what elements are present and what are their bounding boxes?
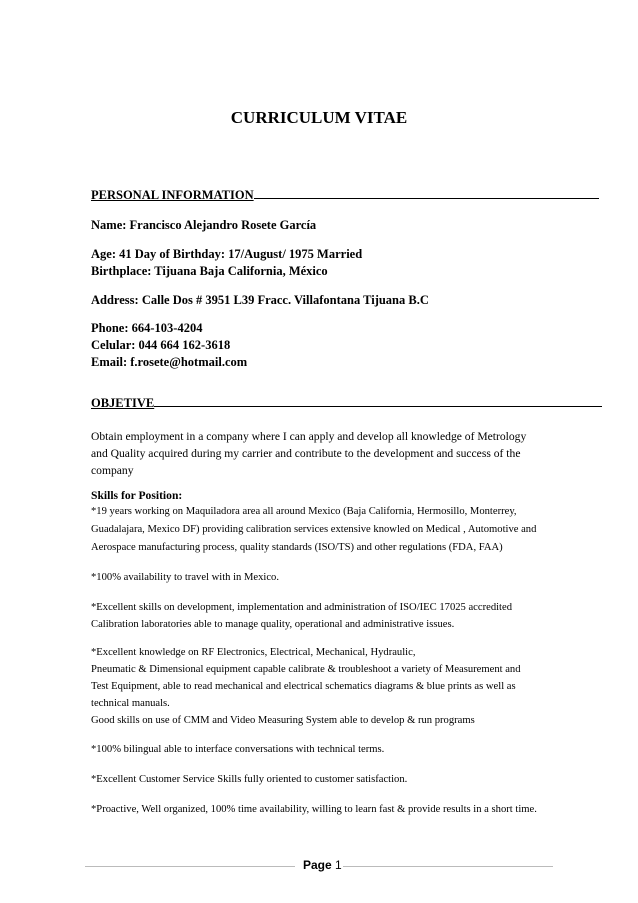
skill-line: *19 years working on Maquiladora area all around Mexico (Baja California, Hermosillo, Monterrey, xyxy=(91,506,517,517)
skill-line: *Excellent skills on development, implementation and administration of ISO/IEC 17025 accredited xyxy=(91,602,513,613)
skill-line: *100% availability to travel with in Mexico. xyxy=(91,572,279,583)
skill-line: Aerospace manufacturing process, quality standards (ISO/TS) and other regulations (FDA, FAA) xyxy=(91,542,503,553)
skill-line: Guadalajara, Mexico DF) providing calibration services extensive knowled on Medical , Automotive and xyxy=(91,524,537,535)
page-label: Page xyxy=(303,858,332,872)
page-number-value: 1 xyxy=(335,858,342,872)
skills-heading: Skills for Position: xyxy=(91,489,183,502)
email-line: Email: f.rosete@hotmail.com xyxy=(91,355,248,369)
heading-rule xyxy=(254,196,599,199)
skill-line: *Proactive, Well organized, 100% time availability, willing to learn fast & provide results in a short time. xyxy=(91,804,537,815)
celular-line: Celular: 044 664 162-3618 xyxy=(91,338,231,352)
document-title: CURRICULUM VITAE xyxy=(230,108,408,127)
birthplace-line: Birthplace: Tijuana Baja California, México xyxy=(91,264,328,278)
objective-line: Obtain employment in a company where I can apply and develop all knowledge of Metrology xyxy=(91,430,527,443)
footer-rule-right xyxy=(343,866,553,867)
age-line: Age: 41 Day of Birthday: 17/August/ 1975 Married xyxy=(91,247,363,261)
name-line: Name: Francisco Alejandro Rosete García xyxy=(91,218,317,232)
objective-line: company xyxy=(91,464,134,477)
heading-rule xyxy=(154,404,602,407)
page-number xyxy=(303,858,342,872)
skill-line: *Excellent Customer Service Skills fully oriented to customer satisfaction. xyxy=(91,774,408,785)
phone-line: Phone: 664-103-4204 xyxy=(91,321,203,335)
skill-line: Pneumatic & Dimensional equipment capable calibrate & troubleshoot a variety of Measurement and xyxy=(91,664,521,675)
skill-line: Test Equipment, able to read mechanical and electrical schematics diagrams & blue prints as well as xyxy=(91,681,516,692)
personal-heading-label: PERSONAL INFORMATION xyxy=(91,188,254,202)
skill-line: technical manuals. xyxy=(91,698,170,709)
skill-line: *100% bilingual able to interface conversations with technical terms. xyxy=(91,744,385,755)
footer-rule-left xyxy=(85,866,295,867)
address-line: Address: Calle Dos # 3951 L39 Fracc. Villafontana Tijuana B.C xyxy=(91,293,429,307)
skill-line: *Excellent knowledge on RF Electronics, Electrical, Mechanical, Hydraulic, xyxy=(91,647,416,658)
objective-heading xyxy=(91,396,602,411)
objective-line: and Quality acquired during my carrier and contribute to the development and success of the xyxy=(91,447,521,460)
personal-information-heading xyxy=(91,188,599,203)
skill-line: Good skills on use of CMM and Video Measuring System able to develop & run programs xyxy=(91,715,475,726)
objective-heading-label: OBJETIVE xyxy=(91,396,155,410)
skill-line: Calibration laboratories able to manage quality, operational and administrative issues. xyxy=(91,619,455,630)
